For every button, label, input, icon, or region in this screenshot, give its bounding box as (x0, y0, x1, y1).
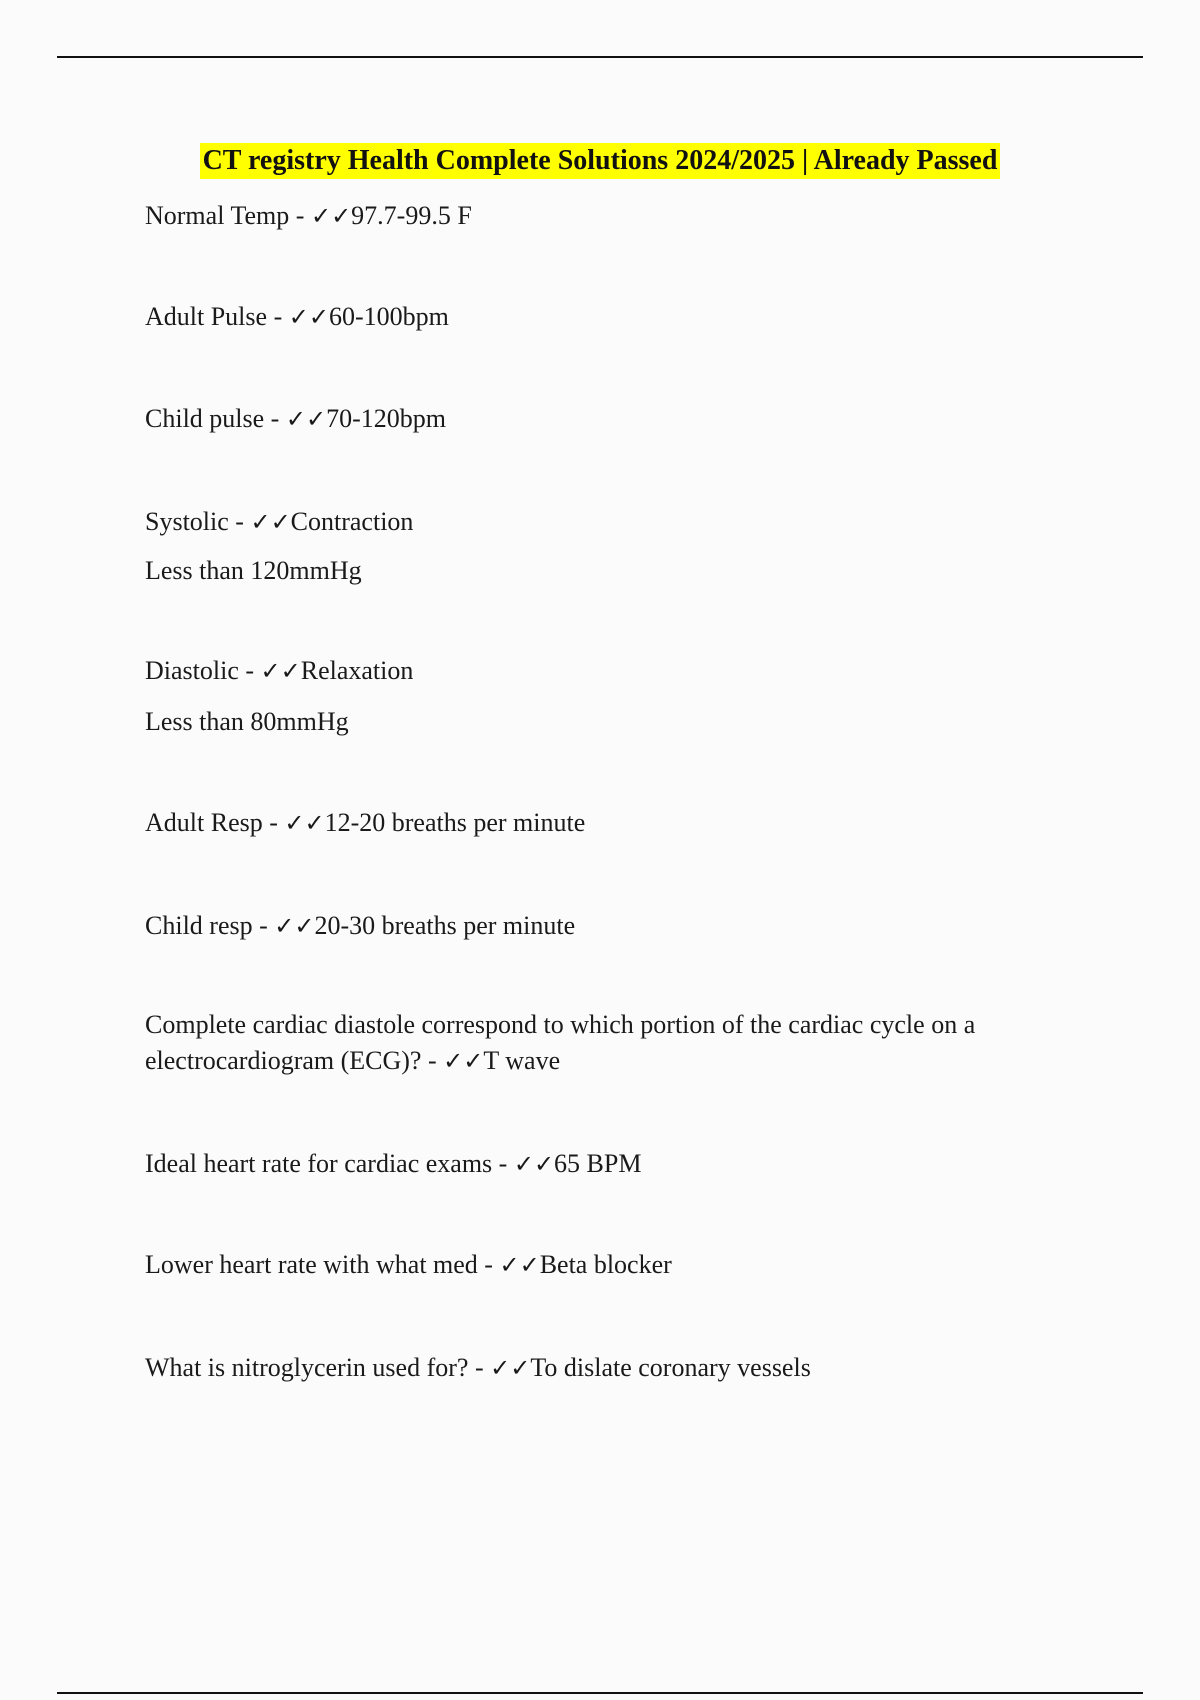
footer-rule (57, 1692, 1143, 1694)
check-icon: ✓✓ (250, 508, 291, 536)
answer-extra: Less than 80mmHg (145, 707, 349, 736)
check-icon: ✓✓ (310, 202, 352, 230)
qa-item (145, 1350, 1065, 1386)
question-text: What is nitroglycerin used for? - (145, 1353, 491, 1382)
check-icon: ✓✓ (274, 912, 315, 940)
question-text: Diastolic - (145, 656, 261, 685)
qa-item (145, 299, 1065, 335)
answer-text: 70-120bpm (326, 404, 446, 433)
check-icon: ✓✓ (443, 1047, 484, 1075)
answer-text: Beta blocker (539, 1250, 672, 1279)
question-text: Child pulse - (145, 404, 286, 433)
question-text: Adult Pulse - (145, 302, 289, 331)
qa-item (145, 401, 1065, 437)
qa-item (145, 1247, 1065, 1283)
check-icon: ✓✓ (499, 1251, 540, 1279)
answer-text: 12-20 breaths per minute (324, 808, 586, 837)
question-text: Lower heart rate with what med - (145, 1250, 500, 1279)
answer-text: Contraction (290, 507, 414, 536)
answer-text: To dislate coronary vessels (530, 1353, 811, 1382)
question-text: Complete cardiac diastole correspond to which portion of the cardiac cycle on a (145, 1010, 976, 1039)
question-text: Adult Resp - (145, 808, 285, 837)
page-title: CT registry Health Complete Solutions 2024/2025 | Already Passed (200, 143, 1001, 179)
question-text: Ideal heart rate for cardiac exams - (145, 1149, 514, 1178)
check-icon: ✓✓ (284, 809, 325, 837)
answer-text: 60-100bpm (328, 302, 449, 331)
qa-item (145, 1007, 1065, 1079)
check-icon: ✓✓ (260, 657, 301, 685)
check-icon: ✓✓ (490, 1354, 531, 1382)
qa-item (145, 504, 1065, 589)
answer-text: 97.7-99.5 F (351, 201, 472, 230)
header-rule (57, 56, 1143, 58)
qa-item (145, 653, 1065, 740)
title-container (0, 143, 1200, 179)
qa-item (145, 805, 1065, 841)
answer-text: T wave (483, 1046, 561, 1075)
question-text-continued: electrocardiogram (ECG)? - (145, 1046, 444, 1075)
answer-text: Relaxation (300, 656, 414, 685)
answer-text: 65 BPM (554, 1149, 642, 1178)
check-icon: ✓✓ (288, 303, 329, 331)
check-icon: ✓✓ (285, 405, 327, 433)
qa-item (145, 1146, 1065, 1182)
answer-extra: Less than 120mmHg (145, 556, 362, 585)
question-text: Normal Temp - (145, 201, 311, 230)
question-text: Child resp - (145, 911, 275, 940)
check-icon: ✓✓ (513, 1150, 555, 1178)
qa-item (145, 908, 1065, 944)
question-text: Systolic - (145, 507, 251, 536)
qa-item (145, 198, 1065, 234)
answer-text: 20-30 breaths per minute (314, 911, 576, 940)
